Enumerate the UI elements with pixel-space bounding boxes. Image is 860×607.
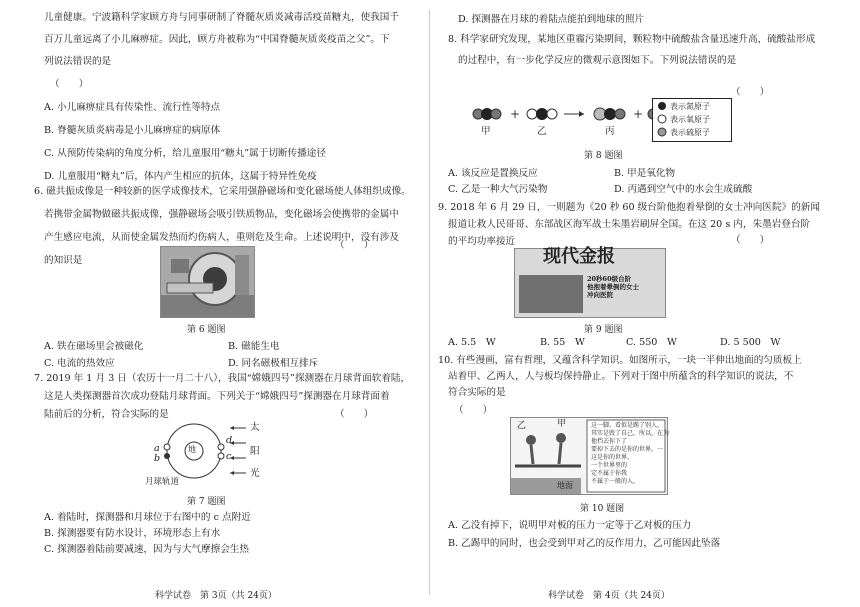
headline-line: 冲向医院 <box>587 291 613 299</box>
earth-label: 地 <box>188 445 196 454</box>
question-9-line: 9. 2018 年 6 月 29 日，一则题为《20 秒 60 级台阶他抱着晕倒的女士冲向医院》的新闻 <box>438 202 820 213</box>
speech-line: 不属于一般的人， <box>591 478 640 485</box>
q10-option-b: B. 乙踢甲的同时，也会受到甲对乙的反作用力，乙可能因此坠落 <box>448 538 721 549</box>
text-line: 百万儿童远离了小儿麻痹症。因此，顾方舟被称为“中国脊髓灰质炎疫苗之父”。下 <box>44 34 390 45</box>
page-4 <box>430 0 860 607</box>
speech-line: 其实是毁了自己，所以，在为 <box>591 430 670 437</box>
legend-item: 表示氧原子 <box>670 115 710 124</box>
answer-bracket: （ ） <box>335 240 374 251</box>
q9-option-a: A. 5.5 W <box>448 337 496 348</box>
newspaper-title: 现代金报 <box>543 246 615 267</box>
question-10-line: 站着甲、乙两人，人与板均保持静止。下列对于图中所蕴含的科学知识的说法，不 <box>448 371 794 382</box>
text-line: 列说法错误的是 <box>44 56 112 67</box>
q8-option-d: D. 丙遇到空气中的水会生成硫酸 <box>614 184 753 195</box>
q9-option-d: D. 5 500 W <box>720 337 781 348</box>
svg-text:+: + <box>633 107 644 121</box>
molecule-label-jia: 甲 <box>481 126 491 137</box>
question-10-line: 10. 有些漫画，富有哲理，又蕴含科学知识。如图所示，一块一半伸出地面的匀质板上 <box>438 355 802 366</box>
question-6-line: 的知识是 <box>44 255 83 266</box>
q9-option-b: B. 55 W <box>540 337 585 348</box>
sun-label: 光 <box>250 468 260 479</box>
answer-bracket: （ ） <box>731 235 770 246</box>
speech-line: 这一脚，看似是踢了别人， <box>591 422 664 429</box>
answer-bracket: （ ） <box>335 409 374 420</box>
answer-bracket: （ ） <box>50 79 89 90</box>
option-c: C. 从预防传染病的角度分析，给儿童服用“糖丸”属于切断传播途径 <box>44 148 326 159</box>
q8-option-c: C. 乙是一种大气污染物 <box>448 184 548 195</box>
question-9-line: 报道让救人民哥哥、东部战区海军战士朱墨岩刷屏全国。在这 20 s 内，朱墨岩登台阶 <box>448 219 811 230</box>
point-label-b: b <box>154 453 161 464</box>
figure-7-caption: 第 7 题图 <box>187 497 226 507</box>
orbit-label: 月球轨道 <box>145 477 180 487</box>
q6-option-b: B. 磁能生电 <box>228 341 280 352</box>
question-6-line: 若携带金属物做磁共振成像，强静磁场会吸引铁质物品，变化磁场会使携带的金属中 <box>44 209 399 220</box>
speech-line: 这是你的世界， <box>591 454 634 461</box>
answer-bracket: （ ） <box>454 405 493 416</box>
q10-option-a: A. 乙没有掉下，说明甲对板的压力一定等于乙对板的压力 <box>448 520 692 531</box>
question-8-line: 8. 科学家研究发现，某地区重霾污染期间，颗粒物中硫酸盐含量迅速升高，硫酸盐形成 <box>448 34 816 45</box>
question-7-line: 这是人类探测器首次成功登陆月球背面。下列关于“嫦娥四号”探测器在月球背面着 <box>44 391 390 402</box>
news-photo <box>519 275 583 313</box>
reaction-diagram <box>470 98 670 138</box>
q7-option-b: B. 探测器要有防水设计，环境形态上有水 <box>44 528 221 539</box>
page-footer: 科学试卷 第 4页（共 24页） <box>548 591 670 601</box>
figure-6-caption: 第 6 题图 <box>187 325 226 335</box>
legend-item: 表示硫原子 <box>670 128 710 137</box>
figure-9-caption: 第 9 题图 <box>584 325 623 335</box>
speech-line: 他挡去你下了 <box>591 438 628 445</box>
speech-line: 一个世界里的 <box>591 462 628 469</box>
point-label-d: d <box>226 435 233 446</box>
q7-option-a: A. 着陆时，探测器和月球位于右图中的 c 点附近 <box>44 512 251 523</box>
text-line: 儿童健康。宁波籍科学家顾方舟与同事研制了脊髓灰质炎减毒活疫苗糖丸，使我国千 <box>44 12 399 23</box>
answer-bracket: （ ） <box>731 87 770 98</box>
legend-item: 表示氮原子 <box>670 102 710 111</box>
cartoon-image <box>510 417 668 495</box>
svg-text:+: + <box>510 107 521 121</box>
point-label-c: c <box>226 451 232 462</box>
question-8-line: 的过程中，有一步化学反应的微观示意图如下。下列说法错误的是 <box>458 55 737 66</box>
sun-label: 阳 <box>250 446 260 457</box>
legend-atom-icons <box>656 100 668 140</box>
point-label-a: a <box>154 443 160 454</box>
sun-label: 太 <box>250 422 260 433</box>
question-9-line: 的平均功率接近 <box>448 236 516 247</box>
q8-option-b: B. 甲是氧化物 <box>614 168 676 179</box>
q6-option-d: D. 同名磁极相互排斥 <box>228 358 319 369</box>
q7-option-d: D. 探测器在月球的着陆点能拍到地球的照片 <box>458 14 645 25</box>
headline-line: 20秒60级台阶 <box>587 275 632 283</box>
question-10-line: 符合实际的是 <box>448 387 506 398</box>
figure-10-caption: 第 10 题图 <box>580 504 625 514</box>
question-7-line: 陆前后的分析，符合实际的是 <box>44 409 169 420</box>
mri-photo <box>160 246 255 318</box>
q7-option-c: C. 探测器着陆前要减速，因为与大气摩擦会生热 <box>44 544 249 555</box>
question-6-line: 6. 磁共振成像是一种较新的医学成像技术，它采用强静磁场和变化磁场使人体组织成像。 <box>34 186 411 197</box>
cartoon-label-yi: 乙 <box>517 421 527 431</box>
q6-option-a: A. 铁在磁场里会被磁化 <box>44 341 144 352</box>
speech-line: 定不属于你我 <box>591 470 628 477</box>
cartoon-label-ground: 地面 <box>557 481 573 490</box>
option-d: D. 儿童服用“糖丸”后，体内产生相应的抗体，这属于特异性免疫 <box>44 171 317 182</box>
molecule-label-yi: 乙 <box>537 126 547 137</box>
newspaper-photo <box>514 248 666 318</box>
question-6-line: 产生感应电流，从而使金属发热而灼伤病人，重则危及生命。上述说明中，没有涉及 <box>44 232 399 243</box>
molecule-label-bing: 丙 <box>605 126 615 137</box>
q9-option-c: C. 550 W <box>626 337 677 348</box>
speech-line: 要掉下去的是你的世界。一 <box>591 446 664 453</box>
cartoon-label-jia: 甲 <box>557 419 567 429</box>
headline-line: 他抱着晕倒的女士 <box>587 283 639 291</box>
option-a: A. 小儿麻痹症具有传染性、流行性等特点 <box>44 102 221 113</box>
q8-option-a: A. 该反应是置换反应 <box>448 168 538 179</box>
question-7-line: 7. 2019 年 1 月 3 日（农历十一月二十八），我国“嫦娥四号”探测器在月球背面软着陆， <box>34 373 411 384</box>
q6-option-c: C. 电流的热效应 <box>44 358 115 369</box>
option-b: B. 脊髓灰质炎病毒是小儿麻痹症的病原体 <box>44 125 221 136</box>
page-footer: 科学试卷 第 3页（共 24页） <box>155 591 277 601</box>
figure-8-caption: 第 8 题图 <box>584 151 623 161</box>
